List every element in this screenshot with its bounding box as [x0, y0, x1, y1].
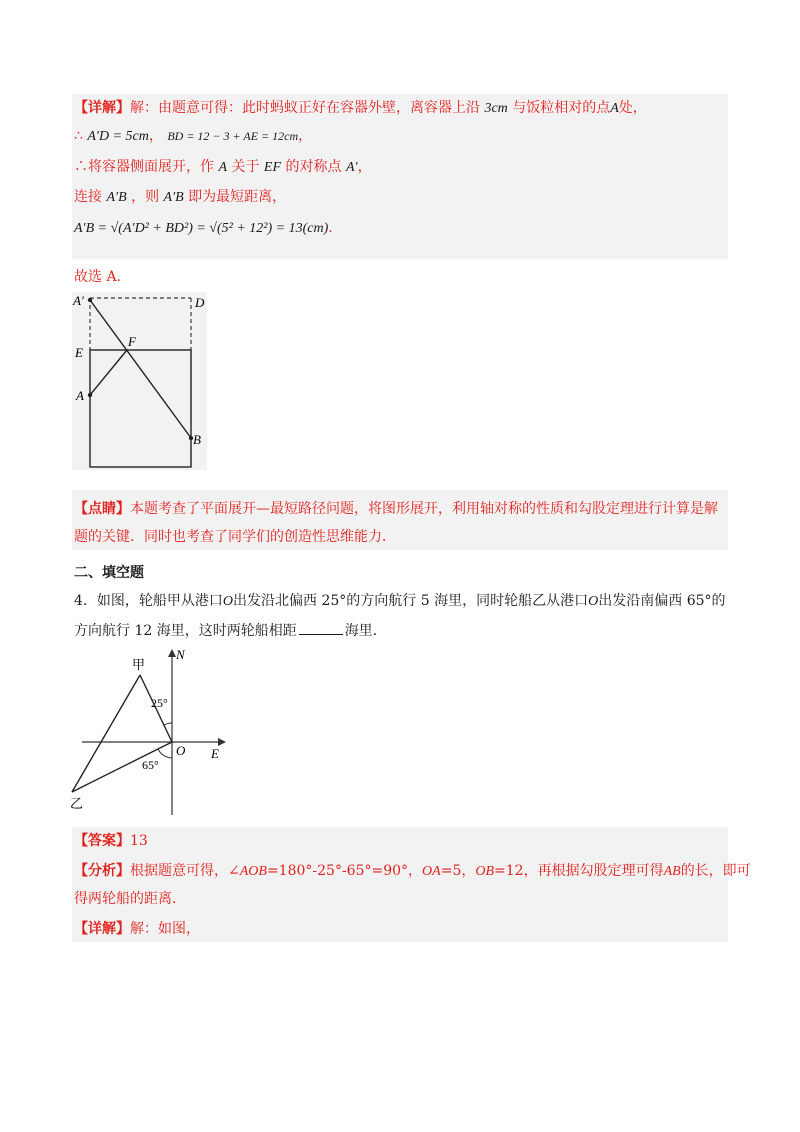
- angle-arc-65: [158, 749, 172, 758]
- label-a-prime: A′: [73, 293, 84, 308]
- point-a-dot: [88, 393, 92, 397]
- analysis-line-1: [74, 861, 751, 882]
- segment-oa: OA: [422, 864, 441, 879]
- unfolding-diagram: [72, 292, 207, 470]
- segment-ab: A′B: [163, 190, 184, 205]
- analysis-text: 根据题意可得，: [130, 863, 228, 879]
- section-heading: 二、填空题: [74, 565, 144, 581]
- solution-line-1: [74, 98, 647, 119]
- detail-line: [74, 919, 200, 939]
- question-text: 4．如图，轮船甲从港口: [74, 593, 223, 609]
- solution-text: ，则: [131, 189, 160, 205]
- separator: ，: [298, 128, 313, 144]
- solution-line-3: [74, 157, 372, 178]
- period: .: [328, 220, 333, 236]
- remark-line-2: [74, 527, 396, 547]
- analysis-text: =5，: [440, 863, 476, 879]
- equation-ad: A′D = 5cm: [87, 129, 149, 144]
- detail-text: 解：如图，: [130, 921, 200, 937]
- remark-line-1: [74, 499, 718, 519]
- solution-text: 关于: [231, 159, 260, 175]
- answer-value: 13: [130, 833, 148, 849]
- label-yi: 乙: [70, 796, 84, 811]
- analysis-text: =12，再根据勾股定理可得: [494, 863, 664, 879]
- solution-text: 与饭粒相对的点: [512, 100, 611, 116]
- solution-text: ∴将容器侧面展开，作: [74, 159, 214, 175]
- question-line-2: [74, 620, 387, 641]
- answer-blank: [299, 620, 343, 635]
- solution-text: 即为最短距离，: [188, 189, 287, 205]
- label-jia: 甲: [132, 657, 146, 672]
- analysis-text: 得两轮船的距离．: [74, 891, 186, 907]
- unfolding-figure: [72, 292, 207, 470]
- remark-tag: 【点睛】: [74, 501, 130, 517]
- north-arrow-icon: [168, 649, 176, 657]
- question-text: 海里．: [344, 623, 387, 639]
- distance-value: 3: [484, 101, 492, 116]
- point-a-prime: A′: [345, 160, 358, 175]
- choice-line: [74, 267, 121, 287]
- solution-line-5: [74, 218, 333, 239]
- remark-text: 题的关键．同时也考查了同学们的创造性思维能力．: [74, 529, 396, 545]
- choice-text: 故选 A.: [74, 269, 122, 285]
- question-text: 方向航行 12 海里，这时两轮船相距: [74, 623, 297, 639]
- point-a-prime-dot: [88, 298, 92, 302]
- segment-ab: A′B: [106, 190, 127, 205]
- solution-text: 的对称点: [285, 159, 342, 175]
- point-a: A: [218, 160, 228, 175]
- detail-tag: 【详解】: [74, 100, 130, 116]
- line-ef: EF: [263, 160, 282, 175]
- east-arrow-icon: [218, 738, 226, 746]
- ships-figure: [68, 645, 230, 817]
- pythagoras-formula: A′B = √(A′D² + BD²) = √(5² + 12²) = 13(cm): [74, 221, 329, 236]
- analysis-line-2: [74, 889, 186, 909]
- therefore-symbol: ∴: [74, 128, 83, 144]
- angle-arc-25: [164, 723, 172, 725]
- analysis-tag: 【分析】: [74, 863, 130, 879]
- ships-diagram: [68, 645, 230, 817]
- label-e: E: [211, 746, 219, 761]
- question-text: 出发沿南偏西 65°的: [598, 593, 726, 609]
- solution-line-2: [74, 126, 312, 147]
- label-d: D: [195, 295, 205, 310]
- label-n: N: [176, 647, 185, 662]
- angle-aob: ∠AOB: [228, 864, 267, 879]
- port-o: O: [588, 594, 599, 609]
- label-a: A: [76, 388, 84, 403]
- detail-tag: 【详解】: [74, 921, 130, 937]
- solution-text: ，: [357, 159, 372, 175]
- solution-text: 处，: [618, 100, 647, 116]
- question-text: 出发沿北偏西 25°的方向航行 5 海里，同时轮船乙从港口: [233, 593, 589, 609]
- solution-text: 连接: [74, 189, 102, 205]
- equation-bd: BD = 12 − 3 + AE = 12cm: [167, 129, 299, 143]
- angle-label-25: 25°: [151, 696, 168, 710]
- angle-label-65: 65°: [142, 758, 159, 772]
- label-b: B: [193, 432, 201, 447]
- remark-text: 本题考查了平面展开—最短路径问题，将图形展开，利用轴对称的性质和勾股定理进行计算是解: [130, 501, 718, 517]
- answer-line: [74, 831, 148, 851]
- solution-line-4: [74, 187, 286, 208]
- segment-ab: AB: [663, 864, 681, 879]
- answer-tag: 【答案】: [74, 833, 130, 849]
- distance-unit: cm: [491, 101, 508, 116]
- figure-background: [72, 292, 207, 470]
- analysis-text: =180°-25°-65°=90°，: [266, 863, 423, 879]
- label-o: O: [176, 743, 186, 758]
- question-line-1: [74, 591, 726, 612]
- segment-ob: OB: [475, 864, 495, 879]
- label-e: E: [75, 345, 83, 360]
- label-f: F: [128, 334, 136, 349]
- port-o: O: [222, 594, 234, 609]
- solution-text: 解：由题意可得：此时蚂蚁正好在容器外壁，离容器上沿: [130, 100, 480, 116]
- analysis-text: 的长，即可: [680, 863, 751, 879]
- point-a: A: [610, 101, 619, 116]
- separator: ，: [148, 128, 163, 144]
